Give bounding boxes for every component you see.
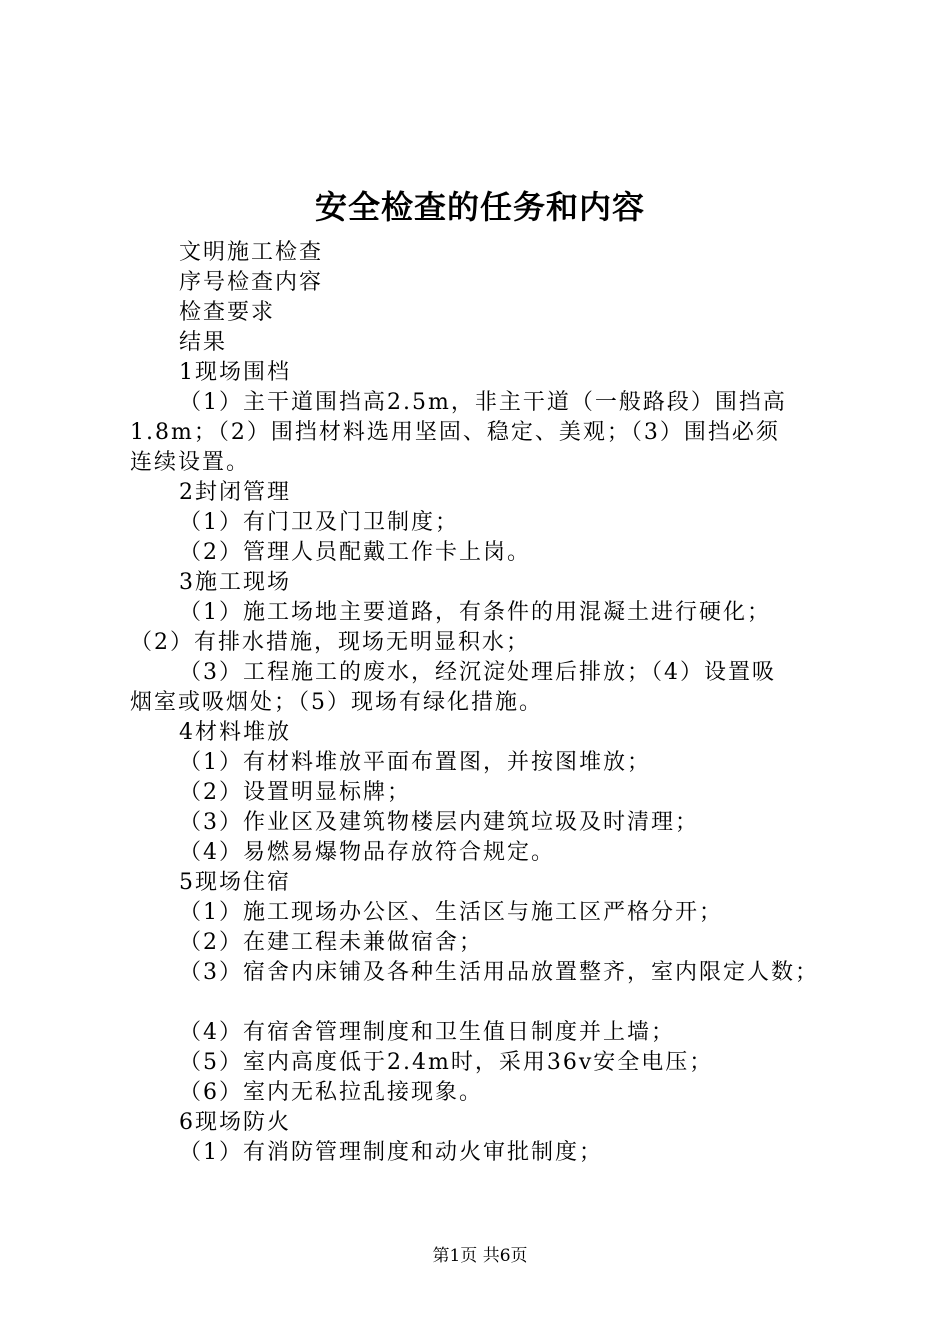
page-number-footer: 第1页 共6页	[432, 1246, 528, 1266]
text-line: （1）施工场地主要道路，有条件的用混凝土进行硬化；	[179, 600, 771, 625]
text-line: 检查要求	[179, 300, 276, 325]
section-heading: 4材料堆放	[179, 720, 291, 745]
text-line: 连续设置。	[130, 450, 251, 475]
text-line: （1）有材料堆放平面布置图，并按图堆放；	[179, 750, 651, 775]
text-line: （2）管理人员配戴工作卡上岗。	[179, 540, 531, 565]
text-line: 烟室或吸烟处；（5）现场有绿化措施。	[130, 690, 543, 715]
text-line: 结果	[179, 330, 228, 355]
text-line: （4）易燃易爆物品存放符合规定。	[179, 840, 555, 865]
document-title: 安全检查的任务和内容	[314, 188, 645, 226]
section-heading: 2封闭管理	[179, 480, 291, 505]
text-line: （3）工程施工的废水，经沉淀处理后排放；（4）设置吸	[179, 660, 776, 685]
text-line: （5）室内高度低于2.4m时，采用36v安全电压；	[179, 1050, 714, 1075]
text-line: （3）作业区及建筑物楼层内建筑垃圾及时清理；	[179, 810, 699, 835]
section-heading: 1现场围档	[179, 360, 291, 385]
text-line: （2）设置明显标牌；	[179, 780, 411, 805]
text-line: （1）施工现场办公区、生活区与施工区严格分开；	[179, 900, 723, 925]
text-line: 1.8m；（2）围挡材料选用坚固、稳定、美观；（3）围挡必须	[130, 420, 780, 445]
blank-line	[130, 988, 840, 1018]
text-line: 序号检查内容	[179, 270, 324, 295]
section-heading: 文明施工检查	[179, 240, 324, 265]
text-line: （2）在建工程未兼做宿舍；	[179, 930, 483, 955]
section-heading: 6现场防火	[179, 1110, 291, 1135]
document-body	[130, 238, 840, 1168]
text-line: （3）宿舍内床铺及各种生活用品放置整齐，室内限定人数；	[179, 960, 819, 985]
text-line: （1）有消防管理制度和动火审批制度；	[179, 1140, 603, 1165]
section-heading: 3施工现场	[179, 570, 291, 595]
text-line: （1）主干道围挡高2.5m，非主干道（一般路段）围挡高	[179, 390, 787, 415]
text-line: （1）有门卫及门卫制度；	[179, 510, 459, 535]
text-line: （2）有排水措施，现场无明显积水；	[130, 630, 530, 655]
text-line: （4）有宿舍管理制度和卫生值日制度并上墙；	[179, 1020, 675, 1045]
section-heading: 5现场住宿	[179, 870, 291, 895]
text-line: （6）室内无私拉乱接现象。	[179, 1080, 483, 1105]
